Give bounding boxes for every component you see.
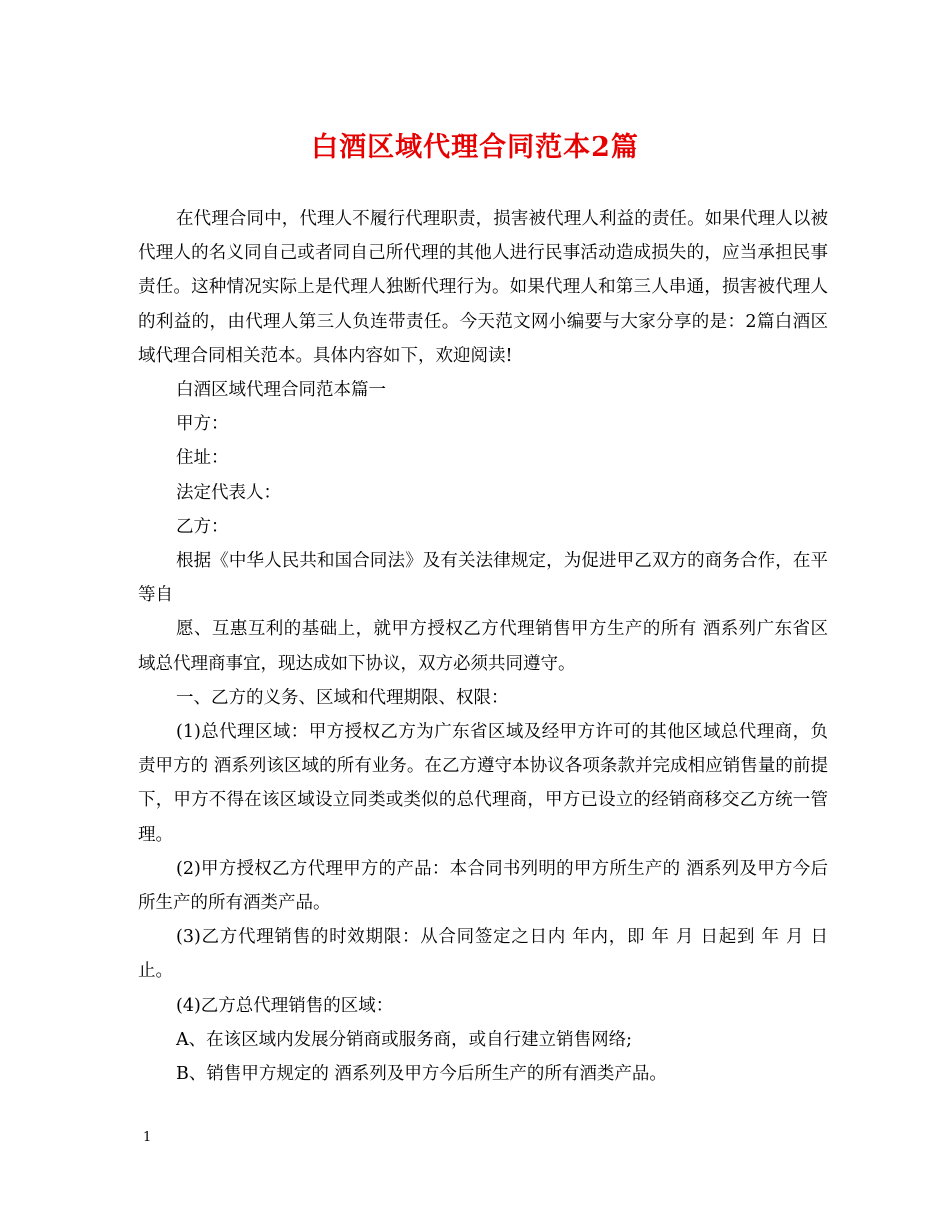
party-b-label: 乙方：	[176, 516, 229, 537]
section-heading-part-one: 白酒区域代理合同范本篇一	[176, 380, 386, 401]
clause-1-1: (1)总代理区域：甲方授权乙方为广东省区域及经甲方许可的其他区域总代理商，负责甲方的 酒系列该区域的所有业务。在乙方遵守本协议各项条款并完成相应销售量的前提下，甲方不得在该区域设立同类或类似的总代理商，甲方已设立的经销商移交乙方统一管理。	[138, 722, 828, 845]
paragraph-intro: 在代理合同中，代理人不履行代理职责，损害被代理人利益的责任。如果代理人以被代理人的名义同自己或者同自己所代理的其他人进行民事活动造成损失的，应当承担民事责任。这种情况实际上是代理人独断代理行为。如果代理人和第三人串通，损害被代理人的利益的，由代理人第三人负连带责任。今天范文网小编要与大家分享的是：2篇白酒区域代理合同相关范本。具体内容如下，欢迎阅读!	[138, 209, 828, 366]
address-label: 住址：	[176, 448, 229, 469]
paragraph-legal-basis: 根据《中华人民共和国合同法》及有关法律规定，为促进甲乙双方的商务合作，在平等自	[138, 551, 828, 606]
paragraph-agreement: 愿、互惠互利的基础上，就甲方授权乙方代理销售甲方生产的所有 酒系列广东省区域总代理商事宜，现达成如下协议，双方必须共同遵守。	[138, 619, 828, 674]
party-a-label: 甲方：	[176, 414, 229, 435]
legal-representative-label: 法定代表人：	[176, 482, 281, 503]
clause-1-3: (3)乙方代理销售的时效期限：从合同签定之日内 年内，即 年 月 日起到 年 月 日止。	[138, 927, 828, 982]
document-body	[138, 202, 828, 1091]
clause-1-4: (4)乙方总代理销售的区域：	[176, 995, 394, 1016]
page-number: 1	[143, 1130, 152, 1145]
clause-1-2: (2)甲方授权乙方代理甲方的产品：本合同书列明的甲方所生产的 酒系列及甲方今后所生产的所有酒类产品。	[138, 858, 828, 914]
clause-heading-1: 一、乙方的义务、区域和代理期限、权限：	[176, 687, 509, 708]
document-title: 白酒区域代理合同范本2篇	[311, 132, 639, 163]
clause-1-4-a: A、在该区域内发展分销商或服务商，或自行建立销售网络;	[176, 1029, 633, 1050]
clause-1-4-b: B、销售甲方规定的 酒系列及甲方今后所生产的所有酒类产品。	[176, 1064, 667, 1085]
